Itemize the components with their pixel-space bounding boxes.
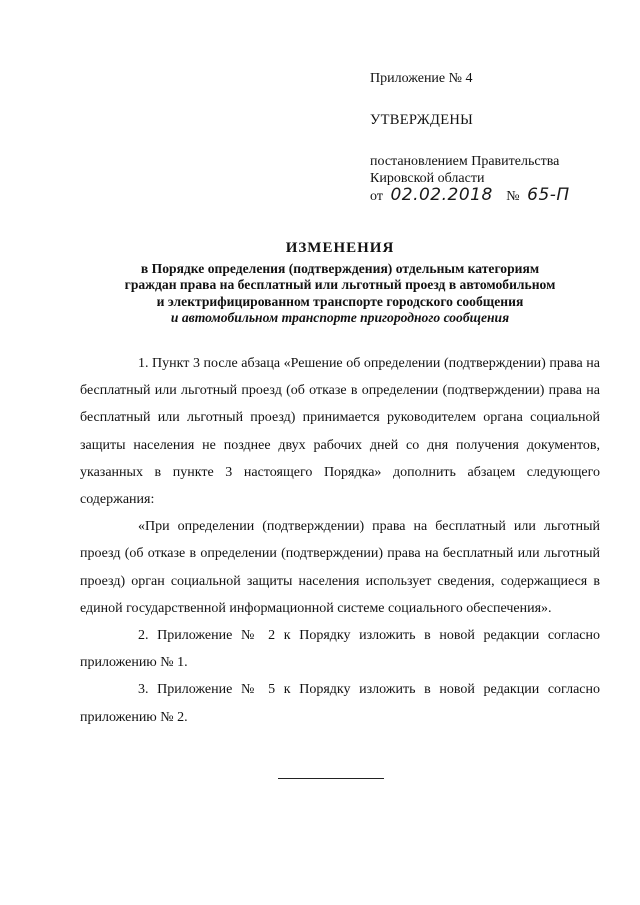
heading-line-4: и автомобильном транспорте пригородного сообщения: [170, 310, 510, 326]
document-title: ИЗМЕНЕНИЯ: [285, 240, 395, 256]
document-body: [80, 350, 600, 731]
approved-heading: УТВЕРЖДЕНЫ: [370, 112, 474, 128]
handwritten-date: 02.02.2018: [390, 185, 493, 205]
handwritten-number: 65-П: [527, 185, 570, 205]
heading-line-1: в Порядке определения (подтверждения) отдельным категориям: [140, 260, 540, 276]
decree-line-2: Кировской области: [370, 171, 485, 186]
date-prefix: от: [370, 189, 383, 204]
decree-reference: [370, 153, 630, 205]
heading-line-2: граждан права на бесплатный или льготный проезд в автомобильном: [124, 277, 556, 293]
document-heading: [60, 240, 620, 327]
paragraph-3: 2. Приложение № 2 к Порядку изложить в новой редакции согласно приложению № 1.: [80, 628, 600, 671]
paragraph-4: 3. Приложение № 5 к Порядку изложить в новой редакции согласно приложению № 2.: [80, 682, 600, 725]
number-prefix: №: [506, 189, 520, 204]
decree-date-number-line: [370, 187, 630, 205]
paragraph-2: «При определении (подтверждении) права на бесплатный или льготный проезд (об отказе в определении (подтверждении) права на бесплатный или льготный проезд) орган социальной защиты населения использует сведения, содержащиеся в единой государственной информационной системе социального обеспечения».: [80, 519, 600, 616]
paragraph-1: 1. Пункт 3 после абзаца «Решение об определении (подтверждении) права на бесплатный или льготный проезд (об отказе в определении (подтверждении) права на бесплатный или льготный проезд) принимается руководителем органа социальной защиты населения не позднее двух рабочих дней со дня получения документов, указанных в пункте 3 настоящего Порядка» дополнить абзацем следующего содержания:: [80, 356, 600, 508]
heading-line-3: и электрифицированном транспорте городского сообщения: [156, 293, 524, 309]
approval-block: [370, 70, 630, 205]
appendix-label: Приложение № 4: [370, 71, 473, 86]
closing-separator-line: [278, 778, 384, 779]
decree-line-1: постановлением Правительства: [370, 154, 560, 169]
